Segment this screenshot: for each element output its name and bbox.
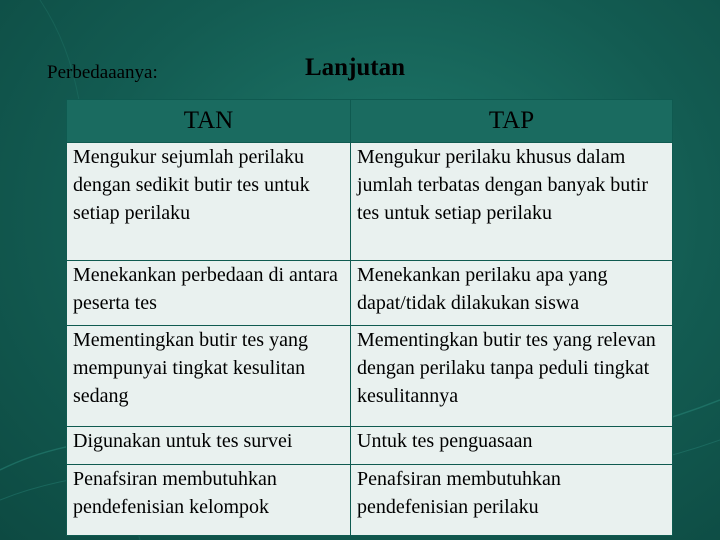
table-cell: Digunakan untuk tes survei (67, 427, 351, 465)
table-cell: Mementingkan butir tes yang mempunyai tingkat kesulitan sedang (67, 326, 351, 427)
table-cell: Mengukur sejumlah perilaku dengan sedikit butir tes untuk setiap perilaku (67, 143, 351, 261)
table-cell: Untuk tes penguasaan (351, 427, 673, 465)
table-row (67, 261, 673, 326)
comparison-table (66, 99, 673, 536)
table-cell: Mementingkan butir tes yang relevan dengan perilaku tanpa peduli tingkat kesulitannya (351, 326, 673, 427)
table-row (67, 465, 673, 536)
table-cell: Penafsiran membutuhkan pendefenisian perilaku (351, 465, 673, 536)
table-cell: Menekankan perbedaan di antara peserta tes (67, 261, 351, 326)
slide-title: Lanjutan (305, 54, 406, 81)
table-row (67, 427, 673, 465)
table-cell: Menekankan perilaku apa yang dapat/tidak dilakukan siswa (351, 261, 673, 326)
column-header-tan: TAN (67, 100, 351, 143)
table-header-row (67, 100, 673, 143)
slide-subtitle: Perbedaaanya: (47, 62, 158, 83)
column-header-tap: TAP (351, 100, 673, 143)
table-row (67, 143, 673, 261)
table-cell: Penafsiran membutuhkan pendefenisian kelompok (67, 465, 351, 536)
table-row (67, 326, 673, 427)
table-cell: Mengukur perilaku khusus dalam jumlah terbatas dengan banyak butir tes untuk setiap perilaku (351, 143, 673, 261)
